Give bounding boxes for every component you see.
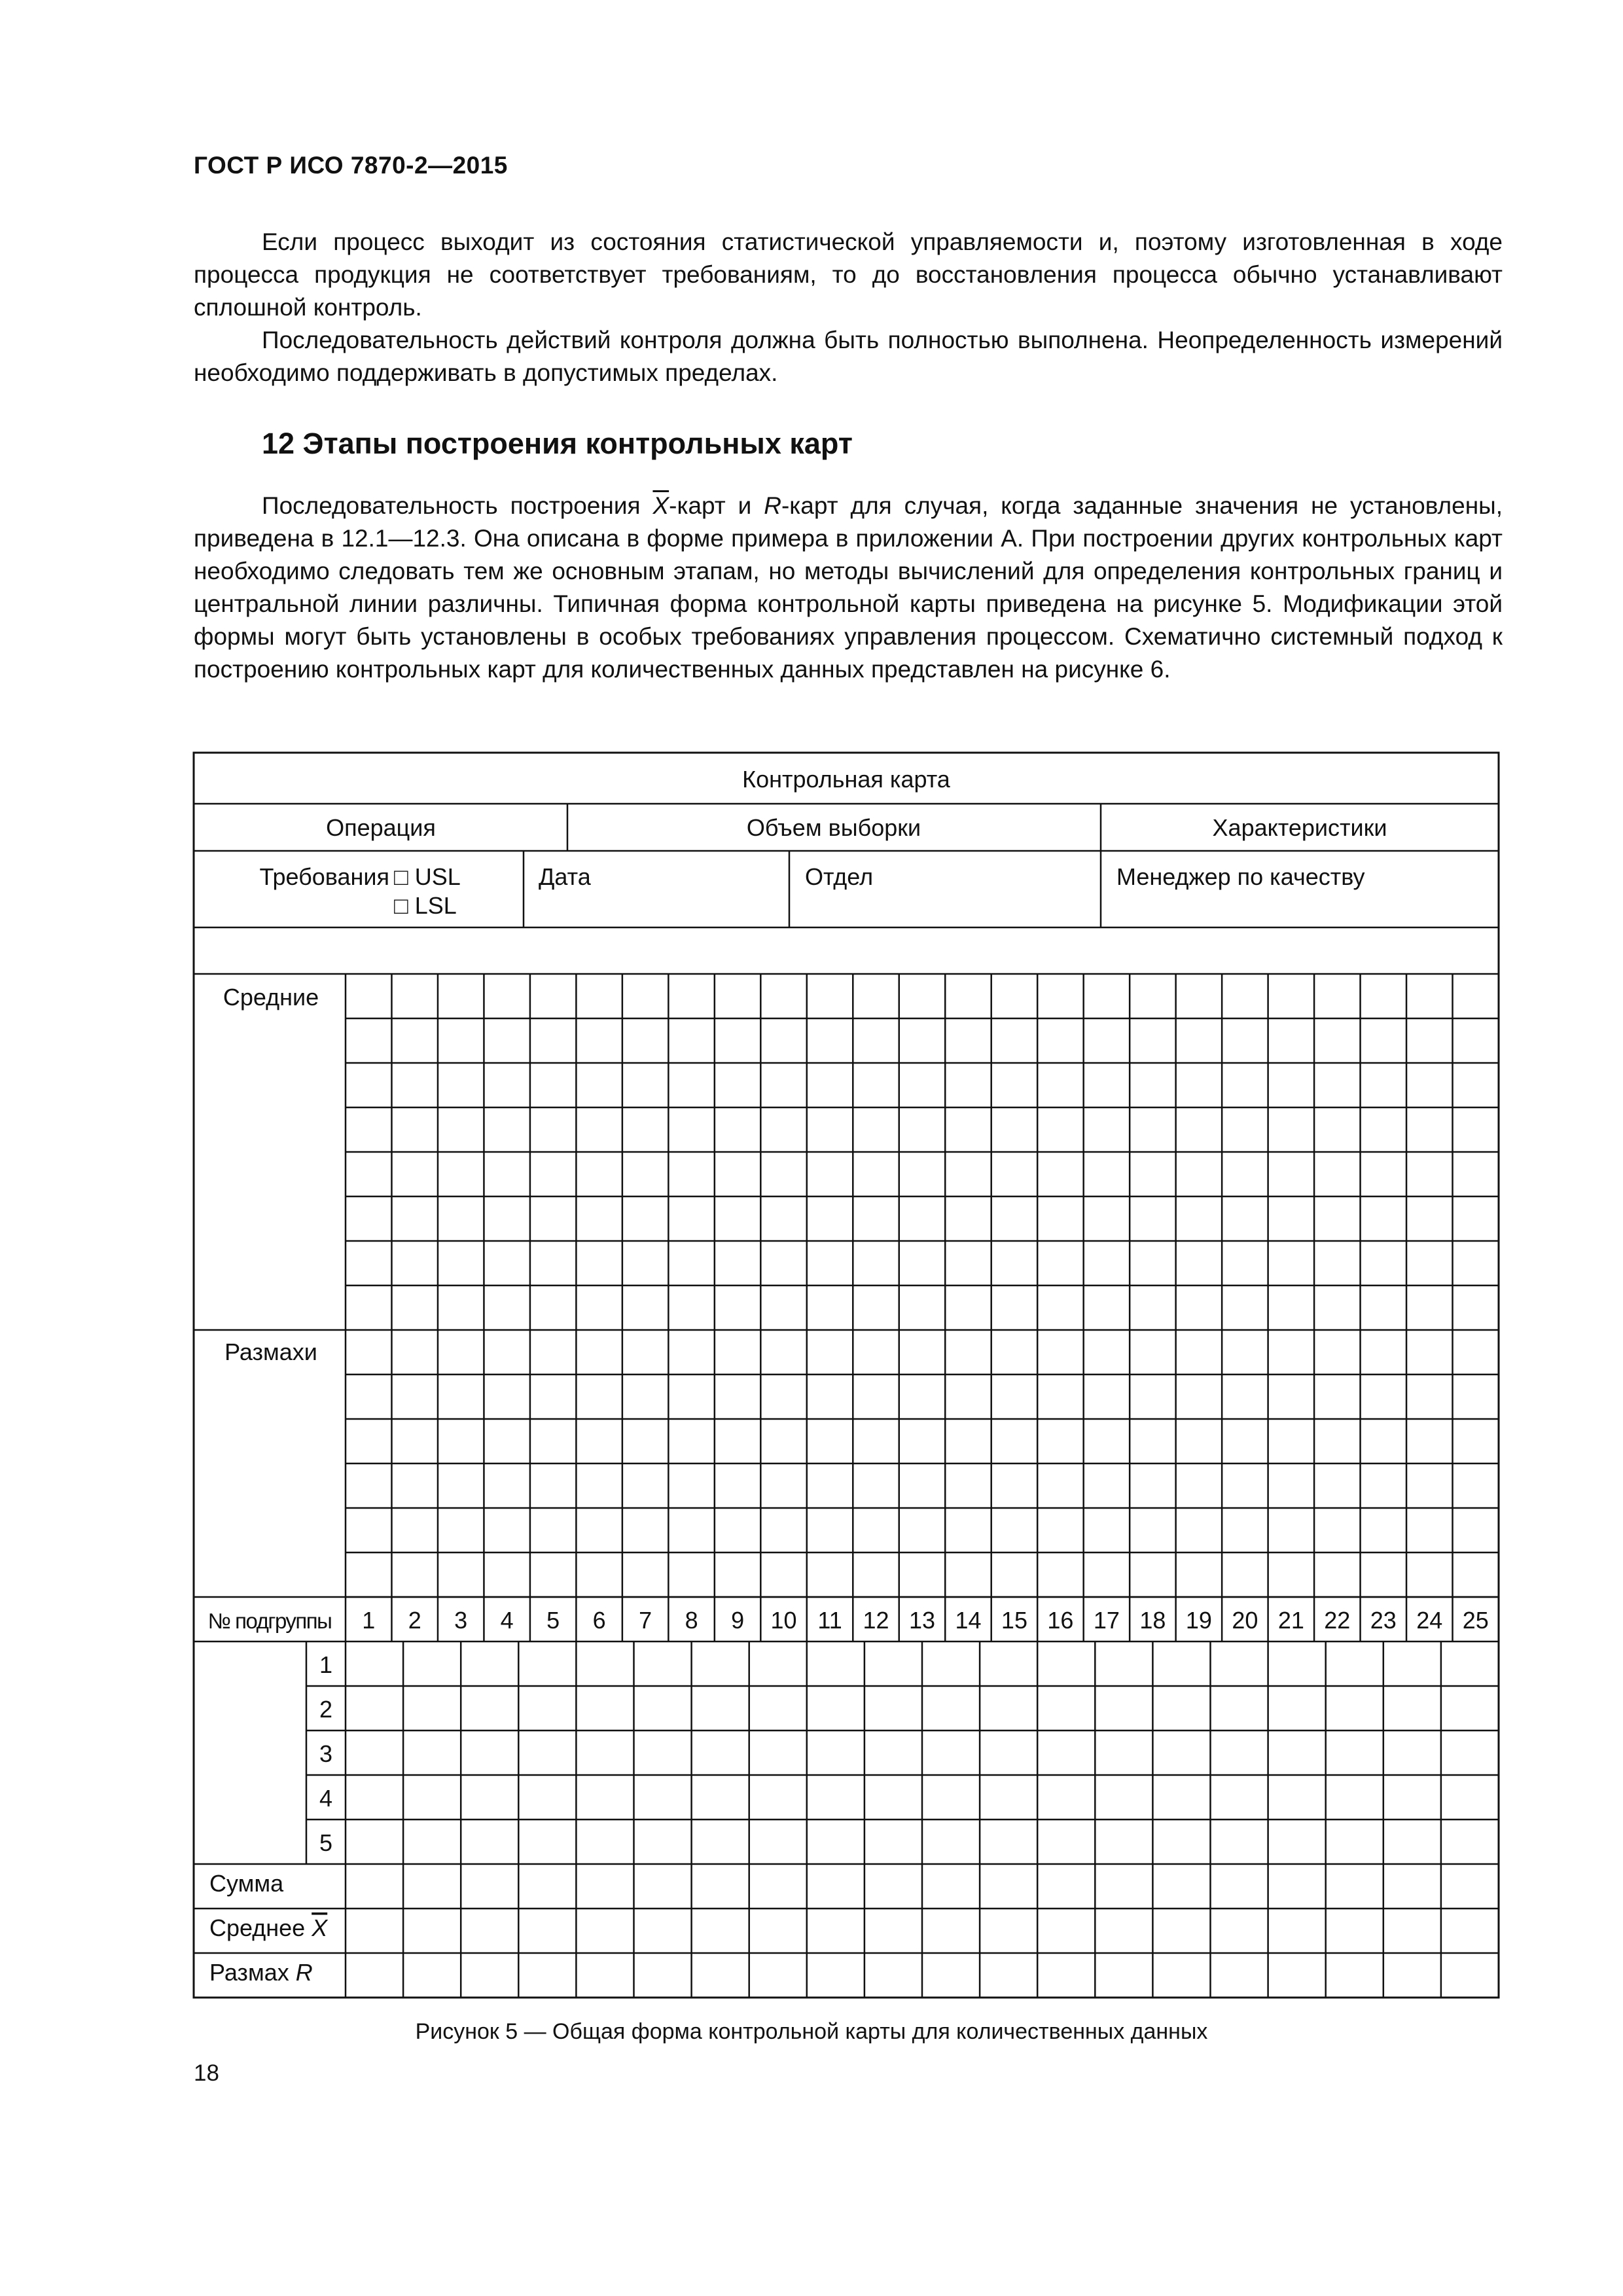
measurement-row-number: 1 (319, 1651, 333, 1678)
date-label: Дата (539, 863, 591, 890)
subgroup-number: 22 (1324, 1607, 1351, 1634)
section-paragraph-start: Последовательность построения (262, 492, 653, 519)
subgroup-number: 20 (1232, 1607, 1258, 1634)
subgroup-number: 23 (1370, 1607, 1397, 1634)
subgroup-number: 4 (500, 1607, 514, 1634)
averages-label: Средние (223, 984, 319, 1011)
x-bar-symbol: $\overline{X}$ (652, 492, 669, 519)
subgroup-number: 1 (362, 1607, 376, 1634)
subgroup-number: 24 (1416, 1607, 1443, 1634)
measurement-row-number: 2 (319, 1696, 333, 1723)
sum-label: Сумма (209, 1870, 284, 1897)
subgroup-number: 11 (817, 1607, 842, 1634)
mean-symbol: X (312, 1914, 328, 1941)
r-symbol: R (764, 492, 781, 519)
form-title: Контрольная карта (742, 766, 950, 793)
section-paragraph-rest: -карт для случая, когда заданные значения не установлены, приведена в 12.1—12.3. Она описана в форме примера в приложении А. При построении других контрольных карт необходимо следовать тем же основным этапам, но методы вычислений для определения контрольных границ и центральной линии различны. Типичная форма контрольной карты приведена на рисунке 5. Модификации этой формы могут быть установлены в особых требованиях управления процессом. Схематично системный подход к построению контрольных карт для количественных данных представлен на рисунке 6. (194, 492, 1503, 683)
characteristics-label: Характеристики (1212, 814, 1387, 841)
measurement-row-number: 4 (319, 1785, 333, 1812)
subgroup-number: 16 (1047, 1607, 1074, 1634)
intro-paragraph-2: Последовательность действий контроля должна быть полностью выполнена. Неопределенность измерений необходимо поддерживать в допустимых пределах. (194, 327, 1503, 386)
range-label-text: Размах (209, 1959, 296, 1986)
ranges-label: Размахи (224, 1338, 317, 1365)
section-paragraph-mid: -карт и (669, 492, 764, 519)
sample-size-label: Объем выборки (746, 814, 921, 841)
quality-manager-label: Менеджер по качеству (1116, 863, 1365, 890)
subgroup-number-label: № подгруппы (207, 1609, 332, 1633)
subgroup-number: 13 (908, 1607, 936, 1634)
intro-paragraph-1: Если процесс выходит из состояния статистической управляемости и, поэтому изготовленная в ходе процесса продукция не соответствует требованиям, то до восстановления процесса обычно устанавливают сплошной контроль. (194, 228, 1503, 321)
usl-checkbox[interactable]: □ USL (394, 863, 461, 890)
measurement-row-number: 3 (319, 1740, 333, 1767)
subgroup-number: 6 (592, 1607, 606, 1634)
mean-label-text: Среднее (209, 1914, 312, 1941)
document-header: ГОСТ Р ИСО 7870-2—2015 (194, 152, 508, 179)
subgroup-number: 7 (639, 1607, 652, 1634)
subgroup-number: 19 (1185, 1607, 1212, 1634)
operation-label: Операция (326, 814, 436, 841)
measurement-row-number: 5 (319, 1829, 333, 1856)
page-number: 18 (194, 2060, 219, 2086)
subgroup-number: 14 (955, 1607, 982, 1634)
subgroup-number: 5 (546, 1607, 560, 1634)
figure-caption: Рисунок 5 — Общая форма контрольной карты для количественных данных (415, 2019, 1208, 2044)
subgroup-number: 2 (408, 1607, 421, 1634)
subgroup-number: 21 (1277, 1607, 1304, 1634)
subgroup-number: 3 (454, 1607, 468, 1634)
requirements-label: Требования (259, 863, 389, 890)
subgroup-number: 17 (1093, 1607, 1120, 1634)
subgroup-number: 25 (1462, 1607, 1489, 1634)
subgroup-number: 8 (685, 1607, 698, 1634)
section-title: 12 Этапы построения контрольных карт (262, 427, 853, 460)
lsl-checkbox[interactable]: □ LSL (394, 892, 457, 919)
subgroup-number: 15 (1001, 1607, 1027, 1634)
subgroup-number: 18 (1139, 1607, 1166, 1634)
subgroup-number: 12 (863, 1607, 889, 1634)
range-symbol: R (295, 1959, 313, 1986)
department-label: Отдел (805, 863, 874, 890)
mean-label (209, 1914, 329, 1941)
range-label (209, 1959, 313, 1986)
subgroup-number: 10 (770, 1607, 797, 1634)
subgroup-number: 9 (731, 1607, 745, 1634)
